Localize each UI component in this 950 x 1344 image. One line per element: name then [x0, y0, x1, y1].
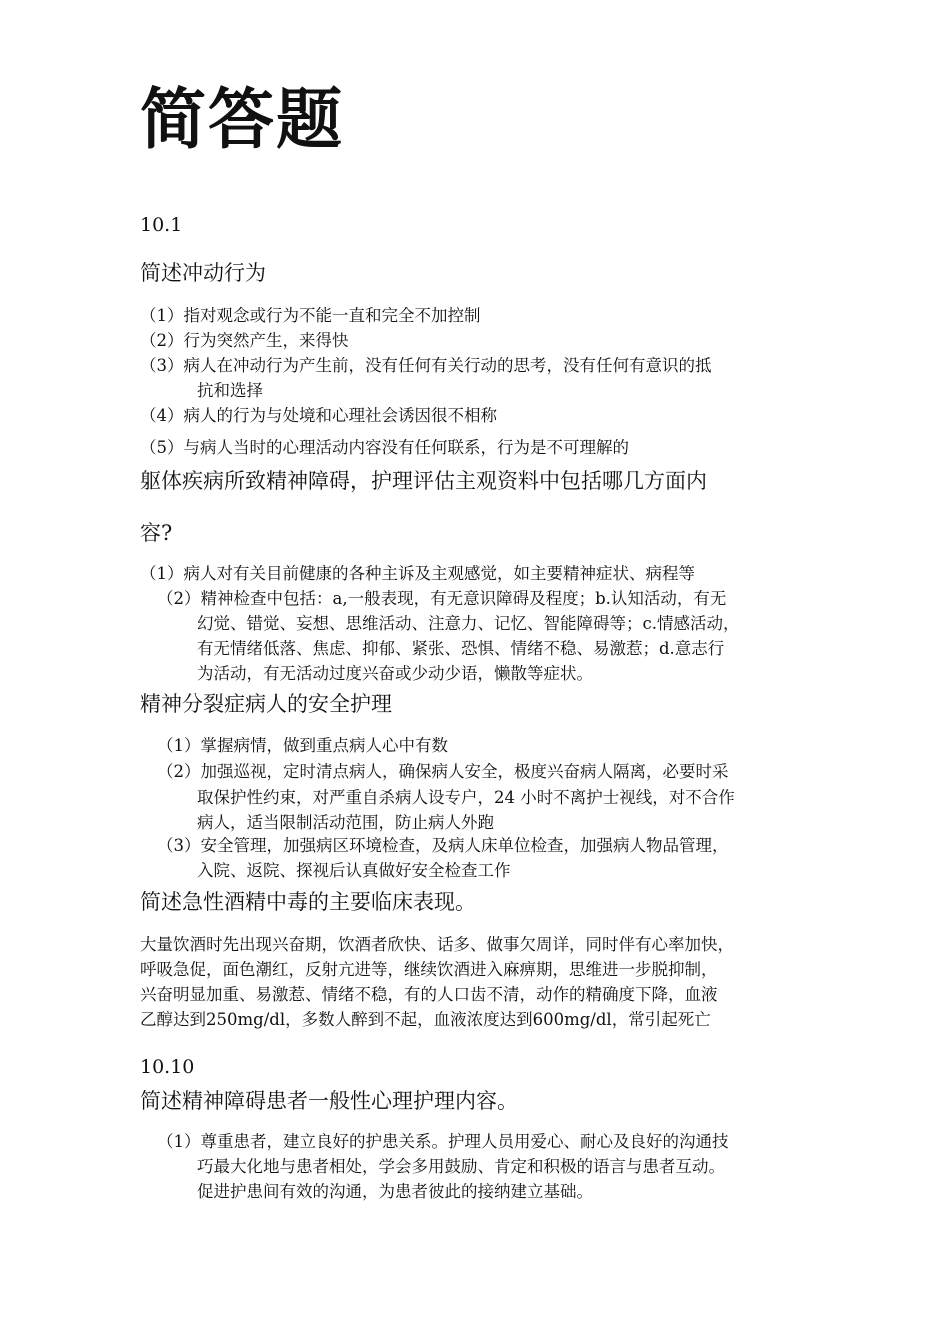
- answer-paragraph-line: 兴奋明显加重、易激惹、情绪不稳，有的人口齿不清，动作的精确度下降，血液: [140, 985, 718, 1004]
- answer-item-continuation: 幻觉、错觉、妄想、思维活动、注意力、记忆、智能障碍等；c.情感活动，: [197, 614, 740, 633]
- answer-paragraph-line: 乙醇达到250mg/dl，多数人醉到不起，血液浓度达到600mg/dl，常引起死亡: [140, 1010, 711, 1029]
- section-number: 10.1: [140, 214, 183, 236]
- answer-item-continuation: 入院、返院、探视后认真做好安全检查工作: [197, 861, 511, 880]
- answer-item: （3）安全管理，加强病区环境检查，及病人床单位检查，加强病人物品管理，: [157, 836, 729, 855]
- answer-item: （2）精神检查中包括：a,一般表现，有无意识障碍及程度；b.认知活动，有无: [157, 589, 727, 608]
- answer-item-continuation: 巧最大化地与患者相处，学会多用鼓励、肯定和积极的语言与患者互动。: [197, 1157, 725, 1176]
- section-number: 10.10: [140, 1056, 195, 1078]
- question-heading: 精神分裂症病人的安全护理: [140, 692, 392, 716]
- answer-paragraph-line: 大量饮酒时先出现兴奋期，饮酒者欣快、话多、做事欠周详，同时伴有心率加快，: [140, 935, 734, 954]
- answer-item: （3）病人在冲动行为产生前，没有任何有关行动的思考，没有任何有意识的抵: [140, 356, 712, 375]
- answer-item-continuation: 有无情绪低落、焦虑、抑郁、紧张、恐惧、情绪不稳、易激惹；d.意志行: [197, 639, 725, 658]
- question-heading: 简述精神障碍患者一般性心理护理内容。: [140, 1089, 518, 1113]
- page-title: 简答题: [140, 81, 344, 158]
- answer-item: （5）与病人当时的心理活动内容没有任何联系，行为是不可理解的: [140, 438, 629, 457]
- answer-item: （1）掌握病情，做到重点病人心中有数: [157, 736, 448, 755]
- answer-item: （1）尊重患者，建立良好的护患关系。护理人员用爱心、耐心及良好的沟通技: [157, 1132, 729, 1151]
- question-heading: 躯体疾病所致精神障碍，护理评估主观资料中包括哪几方面内: [140, 469, 707, 493]
- answer-paragraph-line: 呼吸急促，面色潮红，反射亢进等，继续饮酒进入麻痹期，思维进一步脱抑制，: [140, 960, 718, 979]
- question-heading: 简述急性酒精中毒的主要临床表现。: [140, 890, 476, 914]
- answer-item-continuation: 病人，适当限制活动范围，防止病人外跑: [197, 813, 494, 832]
- question-heading-continuation: 容?: [140, 521, 173, 545]
- answer-item-continuation: 抗和选择: [197, 381, 263, 400]
- answer-item-continuation: 取保护性约束，对严重自杀病人设专户，24 小时不离护士视线，对不合作: [197, 788, 735, 807]
- answer-item-continuation: 为活动，有无活动过度兴奋或少动少语，懒散等症状。: [197, 664, 593, 683]
- answer-item: （4）病人的行为与处境和心理社会诱因很不相称: [140, 406, 497, 425]
- answer-item: （1）指对观念或行为不能一直和完全不加控制: [140, 306, 481, 325]
- answer-item: （1）病人对有关目前健康的各种主诉及主观感觉，如主要精神症状、病程等: [140, 564, 695, 583]
- question-heading: 简述冲动行为: [140, 261, 266, 285]
- answer-item-continuation: 促进护患间有效的沟通，为患者彼此的接纳建立基础。: [197, 1182, 593, 1201]
- answer-item: （2）行为突然产生，来得快: [140, 331, 349, 350]
- answer-item: （2）加强巡视，定时清点病人，确保病人安全，极度兴奋病人隔离，必要时采: [157, 762, 729, 781]
